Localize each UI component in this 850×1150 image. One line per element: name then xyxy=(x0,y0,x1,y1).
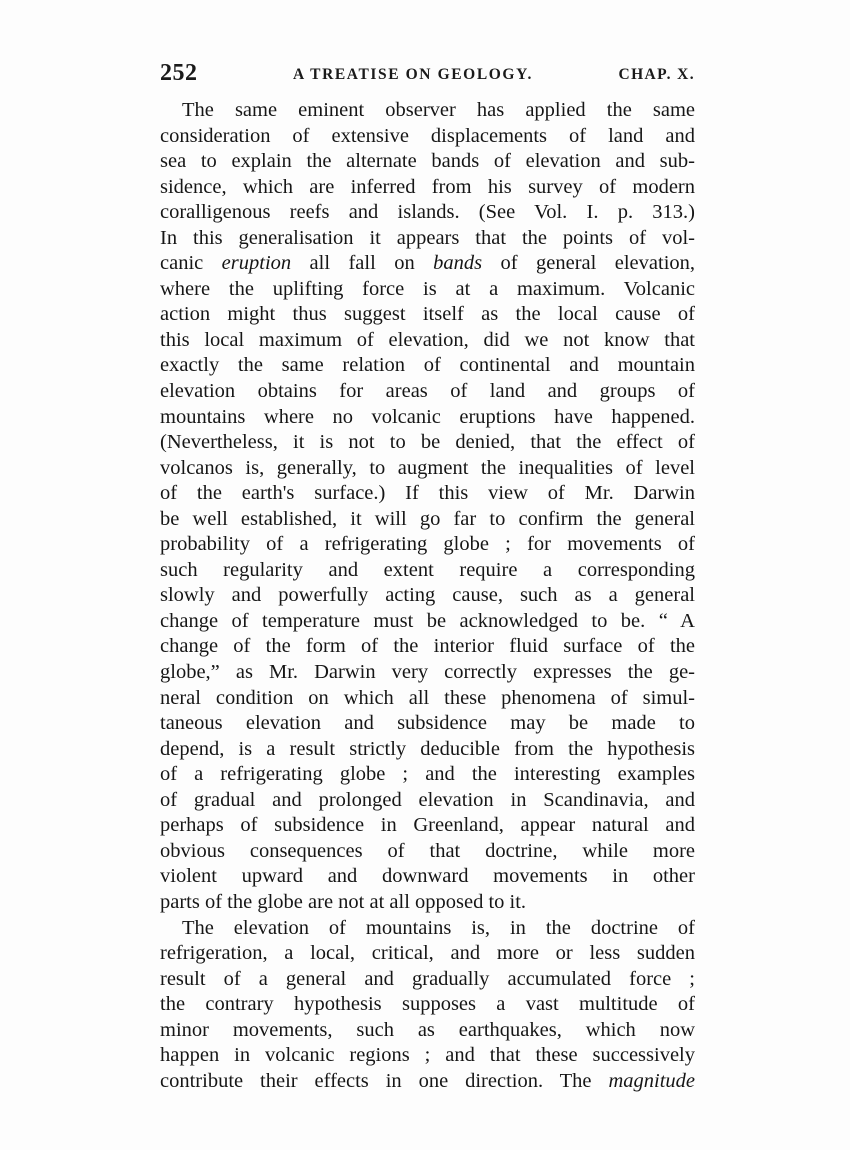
text-line: of a refrigerating globe ; and the interesting examples xyxy=(160,763,695,786)
text-line: coralligenous reefs and islands. (See Vol. I. p. 313.) xyxy=(160,201,695,224)
text-line: be well established, it will go far to confirm the general xyxy=(160,507,695,530)
paragraph xyxy=(160,98,695,916)
text-line: exactly the same relation of continental and mountain xyxy=(160,354,695,377)
text-line: refrigeration, a local, critical, and more or less sudden xyxy=(160,942,695,965)
chapter-label: CHAP. X. xyxy=(618,66,695,83)
italic-term: eruption xyxy=(221,252,292,275)
text-line: The same eminent observer has applied the same xyxy=(182,99,695,121)
running-title: A TREATISE ON GEOLOGY. xyxy=(293,66,533,83)
text-line: where the uplifting force is at a maximum. Volcanic xyxy=(160,277,695,300)
text-line: volcanos is, generally, to augment the inequalities of level xyxy=(160,456,695,479)
text-line: canic eruption all fall on bands of general elevation, xyxy=(160,252,696,275)
text-line: neral condition on which all these phenomena of simul- xyxy=(160,686,695,709)
text-line: violent upward and downward movements in other xyxy=(160,865,695,888)
text-line: globe,” as Mr. Darwin very correctly expresses the ge- xyxy=(160,661,695,684)
text-line: taneous elevation and subsidence may be made to xyxy=(160,712,695,735)
body-text xyxy=(160,98,695,1094)
text-line: (Nevertheless, it is not to be denied, that the effect of xyxy=(160,431,695,454)
italic-term: bands xyxy=(433,252,483,275)
italic-term: magnitude xyxy=(608,1069,695,1092)
text-line: slowly and powerfully acting cause, such as a general xyxy=(160,584,695,607)
text-line: this local maximum of elevation, did we not know that xyxy=(160,328,695,351)
text-line: result of a general and gradually accumulated force ; xyxy=(160,967,695,990)
text-line: The elevation of mountains is, in the doctrine of xyxy=(182,916,695,939)
text-line: perhaps of subsidence in Greenland, appear natural and xyxy=(160,814,695,837)
text-line: obvious consequences of that doctrine, while more xyxy=(160,839,695,862)
text-line: sidence, which are inferred from his survey of modern xyxy=(160,175,695,198)
text-line: happen in volcanic regions ; and that these successively xyxy=(160,1044,695,1067)
text-line: action might thus suggest itself as the local cause of xyxy=(160,303,695,326)
page-header xyxy=(160,60,695,90)
text-line: depend, is a result strictly deducible from the hypothesis xyxy=(160,737,695,760)
text-line: probability of a refrigerating globe ; for movements of xyxy=(160,533,695,556)
text-line: In this generalisation it appears that the points of vol- xyxy=(160,226,695,249)
text-line: consideration of extensive displacements of land and xyxy=(160,124,695,147)
text-line: such regularity and extent require a corresponding xyxy=(160,558,695,581)
text-line: of the earth's surface.) If this view of Mr. Darwin xyxy=(160,482,695,505)
text-line: change of the form of the interior fluid surface of the xyxy=(160,635,695,658)
text-line: the contrary hypothesis supposes a vast multitude of xyxy=(160,993,695,1016)
text-line: sea to explain the alternate bands of elevation and sub- xyxy=(160,150,695,173)
text-line: parts of the globe are not at all opposed to it. xyxy=(160,890,527,913)
text-line: mountains where no volcanic eruptions have happened. xyxy=(160,405,695,428)
text-line: minor movements, such as earthquakes, which now xyxy=(160,1018,695,1041)
text-line: of gradual and prolonged elevation in Scandinavia, and xyxy=(160,788,695,811)
text-line: elevation obtains for areas of land and groups of xyxy=(160,380,695,403)
paragraph xyxy=(160,916,695,1095)
page-number: 252 xyxy=(160,60,198,86)
text-line: change of temperature must be acknowledged to be. “ A xyxy=(160,609,695,632)
text-line: contribute their effects in one direction. The magnitude xyxy=(160,1069,695,1092)
